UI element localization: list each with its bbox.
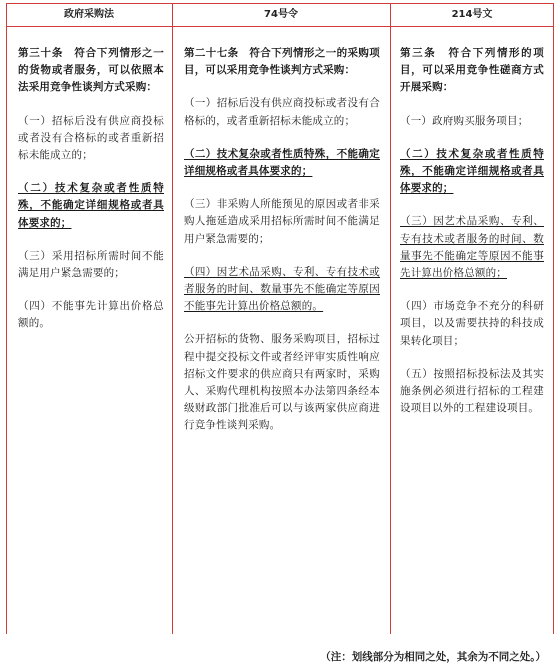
- header-law: 政府采购法: [64, 9, 114, 20]
- header-top-rule: [6, 3, 554, 4]
- header-doc-214: 214号文: [451, 9, 493, 20]
- clause-4: （四）市场竞争不充分的科研项目，以及需要扶持的科技成果转化项目；: [400, 300, 544, 347]
- column-divider: [172, 3, 173, 634]
- clause-3: （三）非采购人所能预见的原因或者非采购人拖延造成采用招标所需时间不能满足用户紧急需要的；: [184, 198, 380, 245]
- article-title: 第三十条 符合下列情形之一的货物或者服务，可以依照本法采用竞争性谈判方式采购：: [18, 47, 164, 94]
- clause-1: （一）政府购买服务项目；: [400, 114, 529, 127]
- clause-2: （二）技术复杂或者性质特殊，不能确定详细规格或者具体要求的；: [18, 182, 164, 229]
- article-title: 第二十七条 符合下列情形之一的采购项目，可以采用竞争性谈判方式采购：: [184, 47, 380, 77]
- clause-5: （五）按照招标投标法及其实施条例必须进行招标的工程建设项目以外的工程建设项目。: [400, 367, 544, 415]
- column-divider: [390, 3, 391, 634]
- clause-3: （三）采用招标所需时间不能满足用户紧急需要的；: [18, 249, 164, 280]
- clause-3: （三）因艺术品采购、专利、专有技术或者服务的时间、数量事先不能确定等原因不能事先计算出价格总额的；: [400, 215, 544, 280]
- clause-two-suppliers: 公开招标的货物、服务采购项目，招标过程中提交投标文件或者经评审实质性响应招标文件要求的供应商只有两家时，采购人、采购代理机构按照本办法第四条经本级财政部门批准后可以与该两家供应商进行竞争性谈判采购。: [184, 333, 380, 432]
- comparison-table: [6, 3, 554, 634]
- clause-2: （二）技术复杂或者性质特殊，不能确定详细规格或者具体要求的；: [400, 147, 544, 195]
- column-divider: [553, 3, 554, 634]
- column-doc-214: [400, 45, 544, 417]
- clause-4: （四）不能事先计算出价格总额的。: [18, 300, 164, 330]
- footnote: （注：划线部分为相同之处，其余为不同之处。）: [320, 651, 546, 663]
- column-order-74: [184, 45, 380, 435]
- clause-1: （一）招标后没有供应商投标或者没有合格标的或者重新招标未能成立的；: [18, 114, 164, 162]
- clause-1: （一）招标后没有供应商投标或者没有合格标的，或者重新招标未能成立的；: [184, 97, 380, 127]
- clause-4: （四）因艺术品采购、专利、专有技术或者服务的时间、数量事先不能确定等原因不能事先计算出价格总额的。: [184, 265, 380, 313]
- header-bottom-rule: [6, 26, 554, 27]
- column-divider: [6, 3, 7, 634]
- column-law: [18, 45, 164, 333]
- article-title: 第三条 符合下列情形的项目，可以采用竞争性磋商方式开展采购：: [400, 47, 544, 94]
- header-order-74: 74号令: [264, 9, 298, 20]
- clause-2: （二）技术复杂或者性质特殊，不能确定详细规格或者具体要求的；: [184, 147, 380, 178]
